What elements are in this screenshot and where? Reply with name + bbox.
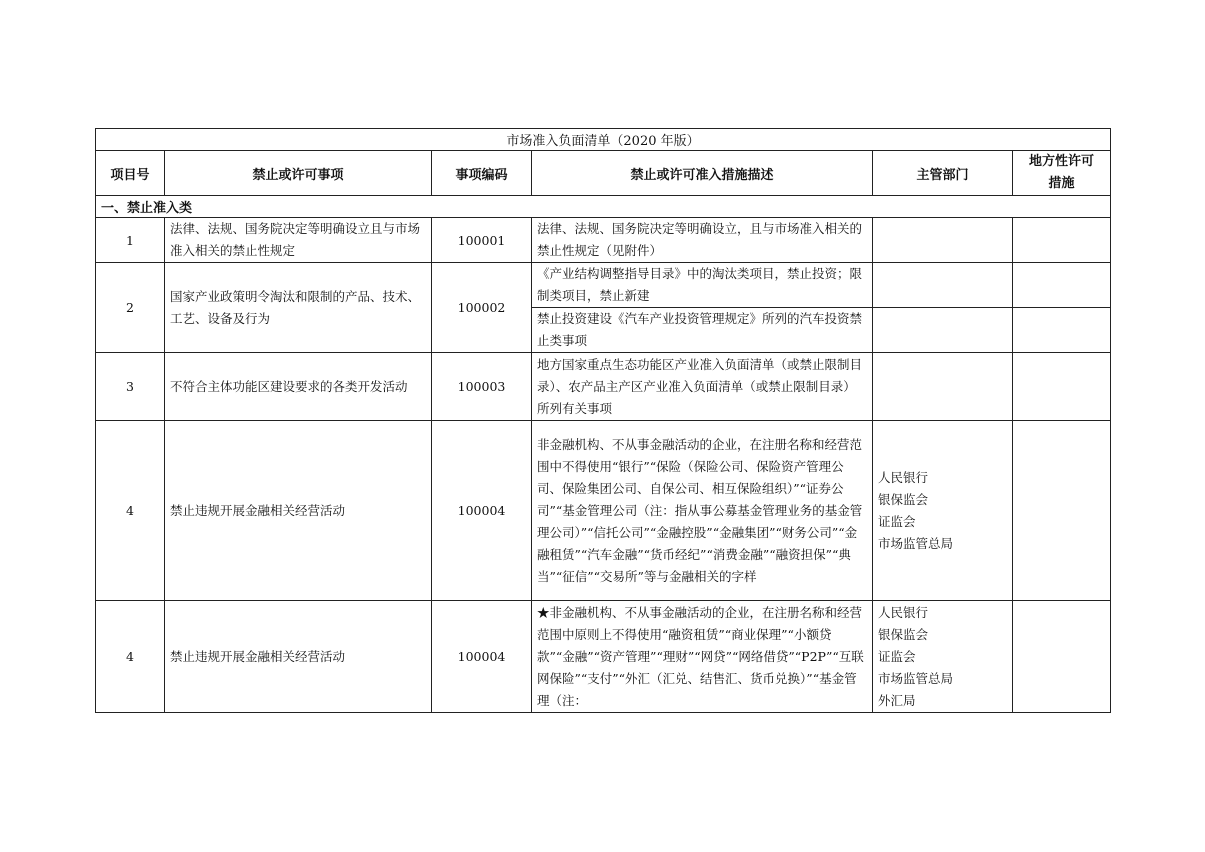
header-code: 事项编码 bbox=[432, 151, 532, 196]
department-name: 证监会 bbox=[878, 513, 916, 529]
cell-local bbox=[1013, 308, 1111, 353]
cell-department bbox=[873, 421, 1013, 601]
cell-code: 100001 bbox=[432, 218, 532, 263]
cell-local bbox=[1013, 263, 1111, 308]
cell-item-no: 4 bbox=[96, 601, 165, 713]
cell-code: 100004 bbox=[432, 421, 532, 601]
cell-local bbox=[1013, 218, 1111, 263]
cell-department bbox=[873, 218, 1013, 263]
header-row bbox=[96, 151, 1111, 196]
cell-department bbox=[873, 601, 1013, 713]
department-name: 人民银行 bbox=[878, 469, 929, 485]
cell-description: 法律、法规、国务院决定等明确设立，且与市场准入相关的禁止性规定（见附件） bbox=[532, 218, 873, 263]
header-department: 主管部门 bbox=[873, 151, 1013, 196]
cell-description: 禁止投资建设《汽车产业投资管理规定》所列的汽车投资禁止类事项 bbox=[532, 308, 873, 353]
table-row bbox=[96, 421, 1111, 601]
department-name: 市场监管总局 bbox=[878, 670, 954, 686]
department-name: 市场监管总局 bbox=[878, 535, 954, 551]
cell-code: 100003 bbox=[432, 353, 532, 421]
table-title-row bbox=[96, 129, 1111, 151]
cell-description: ★非金融机构、不从事金融活动的企业，在注册名称和经营范围中原则上不得使用“融资租赁”“商业保理”“小额贷款”“金融”“资产管理”“理财”“网贷”“网络借贷”“P2P”“互联网保险”“支付”“外汇（汇兑、结售汇、货币兑换）”“基金管理（注： bbox=[532, 601, 873, 713]
cell-department bbox=[873, 263, 1013, 308]
cell-description: 《产业结构调整指导目录》中的淘汰类项目，禁止投资；限制类项目，禁止新建 bbox=[532, 263, 873, 308]
cell-description: 非金融机构、不从事金融活动的企业，在注册名称和经营范围中不得使用“银行”“保险（保险公司、保险资产管理公司、保险集团公司、自保公司、相互保险组织）”“证券公司”“基金管理公司（注：指从事公募基金管理业务的基金管理公司）”“信托公司”“金融控股”“金融集团”“财务公司”“金融租赁”“汽车金融”“货币经纪”“消费金融”“融资担保”“典当”“征信”“交易所”等与金融相关的字样 bbox=[532, 421, 873, 601]
cell-matter: 禁止违规开展金融相关经营活动 bbox=[165, 601, 432, 713]
table-row bbox=[96, 601, 1111, 713]
department-name: 人民银行 bbox=[878, 604, 929, 620]
table-row bbox=[96, 353, 1111, 421]
cell-item-no: 4 bbox=[96, 421, 165, 601]
cell-department bbox=[873, 308, 1013, 353]
header-local: 地方性许可措施 bbox=[1013, 151, 1111, 196]
cell-description: 地方国家重点生态功能区产业准入负面清单（或禁止限制目录）、农产品主产区产业准入负面清单（或禁止限制目录）所列有关事项 bbox=[532, 353, 873, 421]
section-row bbox=[96, 196, 1111, 218]
cell-code: 100004 bbox=[432, 601, 532, 713]
header-item-no: 项目号 bbox=[96, 151, 165, 196]
cell-matter: 法律、法规、国务院决定等明确设立且与市场准入相关的禁止性规定 bbox=[165, 218, 432, 263]
department-name: 外汇局 bbox=[878, 692, 916, 708]
cell-department bbox=[873, 353, 1013, 421]
table-title: 市场准入负面清单（2020 年版） bbox=[96, 129, 1111, 151]
cell-item-no: 2 bbox=[96, 263, 165, 353]
cell-item-no: 1 bbox=[96, 218, 165, 263]
department-name: 银保监会 bbox=[878, 626, 929, 642]
cell-matter: 不符合主体功能区建设要求的各类开发活动 bbox=[165, 353, 432, 421]
cell-code: 100002 bbox=[432, 263, 532, 353]
cell-matter: 禁止违规开展金融相关经营活动 bbox=[165, 421, 432, 601]
table-row bbox=[96, 263, 1111, 308]
table-row bbox=[96, 218, 1111, 263]
header-matter: 禁止或许可事项 bbox=[165, 151, 432, 196]
section-title: 一、禁止准入类 bbox=[96, 196, 1111, 218]
header-description: 禁止或许可准入措施描述 bbox=[532, 151, 873, 196]
negative-list-table bbox=[95, 128, 1111, 713]
department-name: 证监会 bbox=[878, 648, 916, 664]
cell-local bbox=[1013, 353, 1111, 421]
cell-local bbox=[1013, 601, 1111, 713]
cell-matter: 国家产业政策明令淘汰和限制的产品、技术、工艺、设备及行为 bbox=[165, 263, 432, 353]
department-name: 银保监会 bbox=[878, 491, 929, 507]
cell-local bbox=[1013, 421, 1111, 601]
cell-item-no: 3 bbox=[96, 353, 165, 421]
